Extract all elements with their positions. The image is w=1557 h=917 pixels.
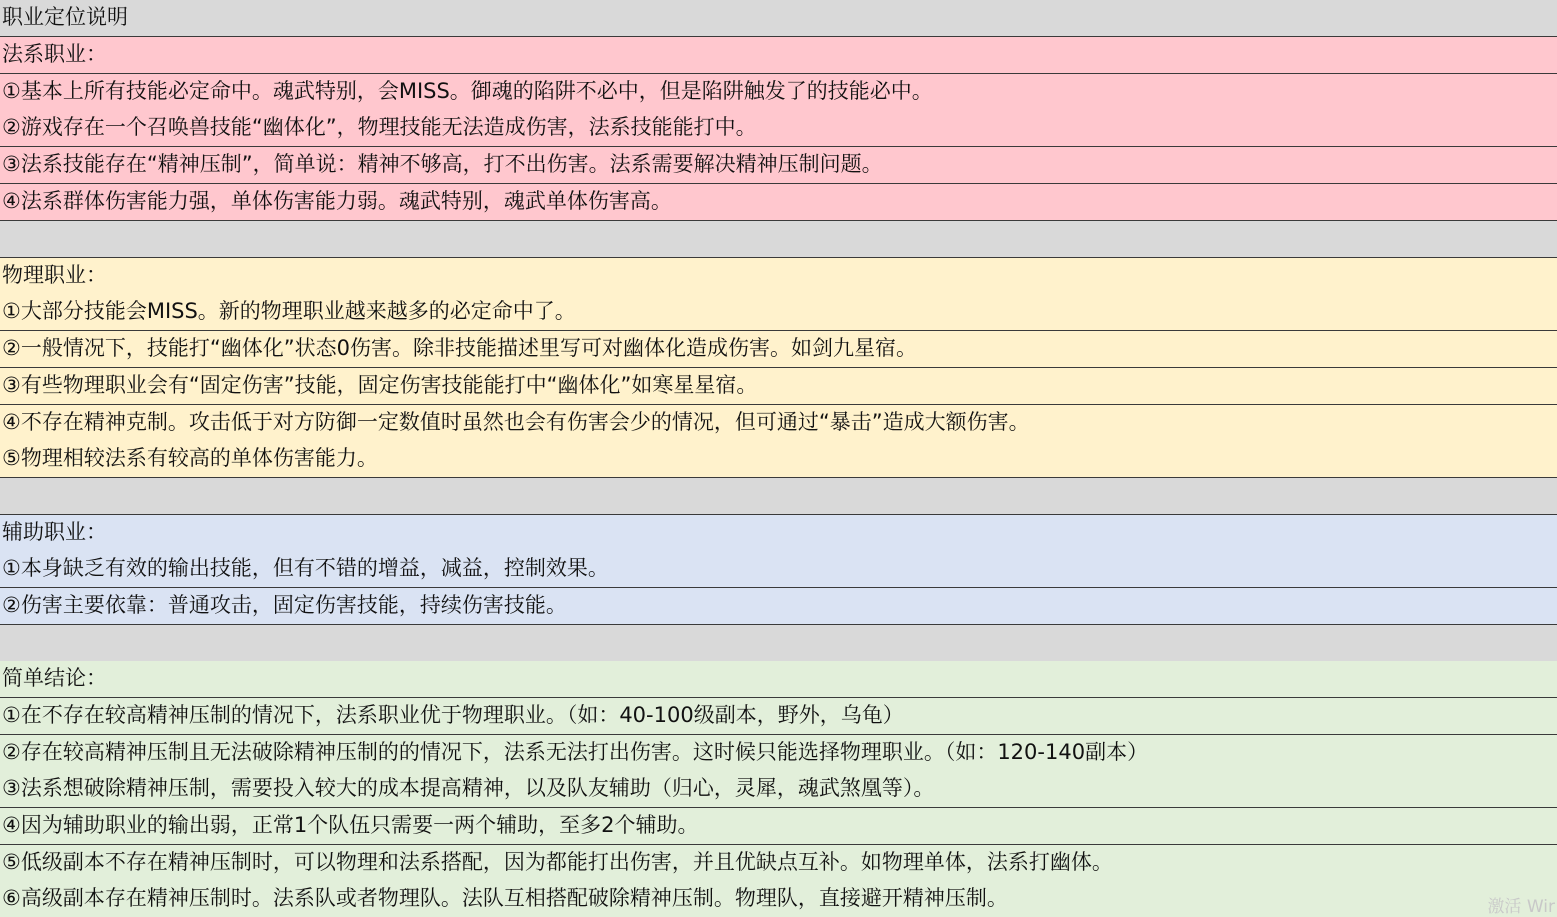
magic-item-row-1[interactable] — [0, 74, 1557, 111]
conclusion-header-row[interactable] — [0, 661, 1557, 698]
support-item-2: ②伤害主要依靠：普通攻击，固定伤害技能，持续伤害技能。 — [2, 593, 567, 617]
physical-section-header: 物理职业： — [2, 263, 107, 287]
magic-header-row[interactable] — [0, 37, 1557, 74]
spacer-row-2[interactable] — [0, 478, 1557, 515]
conclusion-item-row-1[interactable] — [0, 698, 1557, 735]
physical-item-4: ④不存在精神克制。攻击低于对方防御一定数值时虽然也会有伤害会少的情况，但可通过“暴击”造成大额伤害。 — [2, 410, 1030, 434]
physical-item-5: ⑤物理相较法系有较高的单体伤害能力。 — [2, 446, 378, 470]
support-item-1: ①本身缺乏有效的输出技能，但有不错的增益，减益，控制效果。 — [2, 556, 609, 580]
conclusion-item-row-2[interactable] — [0, 735, 1557, 772]
conclusion-item-1: ①在不存在较高精神压制的情况下，法系职业优于物理职业。（如：40-100级副本，野外，乌龟） — [2, 703, 904, 727]
title-row[interactable] — [0, 0, 1557, 37]
conclusion-item-row-6[interactable] — [0, 881, 1557, 917]
support-item-row-2[interactable] — [0, 588, 1557, 625]
physical-item-row-4[interactable] — [0, 405, 1557, 442]
physical-item-2: ②一般情况下，技能打“幽体化”状态0伤害。除非技能描述里写可对幽体化造成伤害。如剑九星宿。 — [2, 336, 917, 360]
physical-item-row-1[interactable] — [0, 294, 1557, 331]
magic-item-1: ①基本上所有技能必定命中。魂武特别，会MISS。御魂的陷阱不必中，但是陷阱触发了的技能必中。 — [2, 79, 933, 103]
magic-item-row-3[interactable] — [0, 147, 1557, 184]
spacer-row-1[interactable] — [0, 221, 1557, 258]
conclusion-item-6: ⑥高级副本存在精神压制时。法系队或者物理队。法队互相搭配破除精神压制。物理队，直接避开精神压制。 — [2, 886, 1008, 910]
physical-item-row-5[interactable] — [0, 441, 1557, 478]
physical-item-1: ①大部分技能会MISS。新的物理职业越来越多的必定命中了。 — [2, 299, 576, 323]
conclusion-item-2: ②存在较高精神压制且无法破除精神压制的的情况下，法系无法打出伤害。这时候只能选择物理职业。（如：120-140副本） — [2, 740, 1149, 764]
conclusion-item-3: ③法系想破除精神压制，需要投入较大的成本提高精神，以及队友辅助（归心，灵犀，魂武煞凰等）。 — [2, 776, 935, 800]
conclusion-item-row-5[interactable] — [0, 845, 1557, 882]
conclusion-item-5: ⑤低级副本不存在精神压制时，可以物理和法系搭配，因为都能打出伤害，并且优缺点互补。如物理单体，法系打幽体。 — [2, 850, 1113, 874]
magic-item-3: ③法系技能存在“精神压制”，简单说：精神不够高，打不出伤害。法系需要解决精神压制问题。 — [2, 152, 883, 176]
support-item-row-1[interactable] — [0, 551, 1557, 588]
physical-item-row-3[interactable] — [0, 368, 1557, 405]
magic-section-header: 法系职业： — [2, 42, 107, 66]
magic-item-4: ④法系群体伤害能力强，单体伤害能力弱。魂武特别，魂武单体伤害高。 — [2, 189, 672, 213]
spacer-row-3[interactable] — [0, 625, 1557, 662]
conclusion-item-4: ④因为辅助职业的输出弱，正常1个队伍只需要一两个辅助，至多2个辅助。 — [2, 813, 699, 837]
page-title: 职业定位说明 — [2, 5, 128, 29]
physical-item-3: ③有些物理职业会有“固定伤害”技能，固定伤害技能能打中“幽体化”如寒星星宿。 — [2, 373, 758, 397]
activation-watermark: 激活 Wir — [1487, 897, 1555, 917]
conclusion-item-row-4[interactable] — [0, 808, 1557, 845]
magic-item-row-2[interactable] — [0, 110, 1557, 147]
physical-item-row-2[interactable] — [0, 331, 1557, 368]
conclusion-section-header: 简单结论： — [2, 666, 107, 690]
magic-item-2: ②游戏存在一个召唤兽技能“幽体化”，物理技能无法造成伤害，法系技能能打中。 — [2, 115, 757, 139]
magic-item-row-4[interactable] — [0, 184, 1557, 221]
conclusion-item-row-3[interactable] — [0, 771, 1557, 808]
support-header-row[interactable] — [0, 515, 1557, 552]
physical-header-row[interactable] — [0, 258, 1557, 295]
support-section-header: 辅助职业： — [2, 520, 107, 544]
